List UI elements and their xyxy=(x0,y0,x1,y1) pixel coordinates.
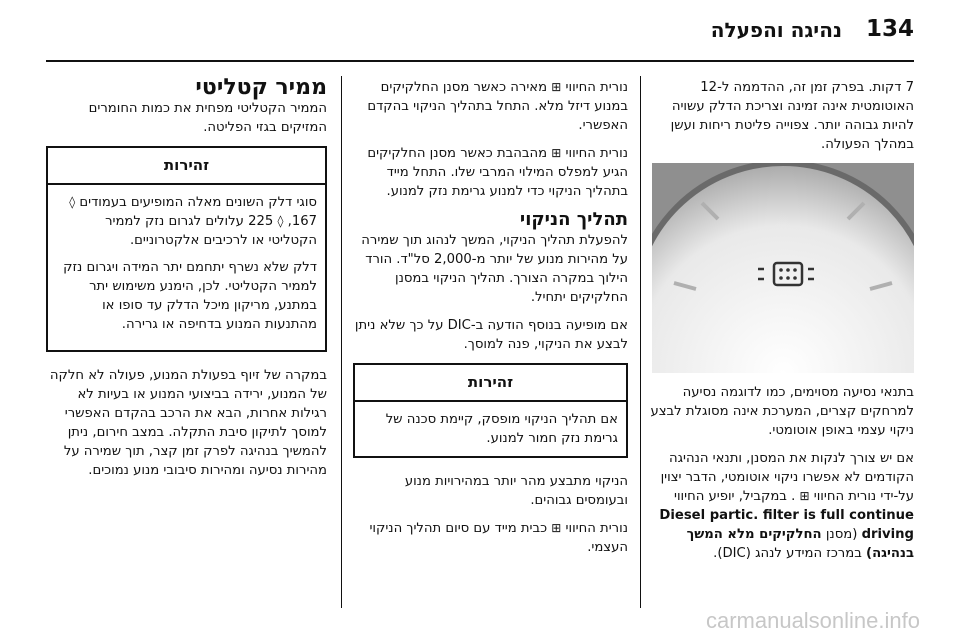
diesel-particle-filter-icon: ⊞ xyxy=(551,146,562,160)
page-reference-icon: ◊ xyxy=(277,214,284,228)
page-ref[interactable]: 167 xyxy=(291,214,317,229)
middle-column xyxy=(353,78,628,566)
paragraph: בתנאי נסיעה מסוימים, כמו לדוגמה נסיעה למרחקים קצרים, המערכת אינה מסוגלת לבצע ניקוי עצמי באופן אוטומטי. xyxy=(650,385,914,438)
left-column xyxy=(46,75,327,489)
page-reference-icon: ◊ xyxy=(69,195,76,209)
paragraph: אם יש צורך לנקות את המסנן, ותנאי הנהיגה הקודמים לא אפשרו ניקוי אוטומטי, הדבר יצוין על-ידי נורית החיווי ⊞ . במקביל, יופיע החיווי Diesel partic. filter is full continue driving (מסנן החלקיקים מלא המשך בנהיגה) במרכז המידע לנהג (DIC). xyxy=(659,451,914,561)
paragraph: 7 דקות. בפרק זמן זה, ההדממה ל-12 האוטומטית אינה זמינה וצריכת הדלק עשויה להיות גבוהה יותר. צפוייה פליטת ריחות ועשן במהלך הפעולה. xyxy=(670,80,914,152)
page-ref[interactable]: 225 xyxy=(248,214,274,229)
diesel-particle-filter-icon: ⊞ xyxy=(551,521,562,535)
warning-text: אם תהליך הניקוי מופסק, קיימת סכנה של גרימת נזק חמור למנוע. xyxy=(385,412,618,446)
paragraph: נורית החיווי ⊞ כבית מייד עם סיום תהליך הניקוי העצמי. xyxy=(369,521,628,555)
warning-box xyxy=(353,363,628,458)
warning-text: דלק שלא נשרף יתחמם יתר המידה ויגרום נזק לממיר הקטליטי. לכן, הימנע משימוש יתר במתנע, מריקון מיכל הדלק עד סופו או מהתנעות המנוע בדחיפה או גרירה. xyxy=(63,260,317,332)
paragraph: הניקוי מתבצע מהר יותר במהירויות מנוע ובעומסים גבוהים. xyxy=(404,474,628,508)
header-rule xyxy=(46,60,914,62)
diesel-particle-filter-icon: ⊞ xyxy=(799,489,810,503)
warning-title: זהירות xyxy=(355,365,626,402)
column-divider-left xyxy=(341,76,342,608)
right-column xyxy=(646,78,914,572)
page-number: 134 xyxy=(865,16,914,42)
column-divider-right xyxy=(640,76,641,608)
warning-title: זהירות xyxy=(48,148,325,185)
paragraph: הממיר הקטליטי מפחית את כמות החומרים המזיקים בגזי הפליטה. xyxy=(88,101,327,135)
section-heading: תהליך הניקוי xyxy=(519,209,628,230)
paragraph: להפעלת תהליך הניקוי, המשך לנהוג תוך שמירה על מהירות מנוע של יותר מ-2,000 סל"ד. הורד הילוך במקרה הצורך. תהליך הניקוי במסנן החלקיקים יתחיל. xyxy=(361,233,628,305)
paragraph: אם מופיעה בנוסף הודעה ב-DIC על כך שלא ניתן לבצע את הניקוי, פנה למוסך. xyxy=(354,318,628,352)
paragraph: במקרה של זיוף בפעולת המנוע, פעולה לא חלקה של המנוע, ירידה בביצועי המנוע או בעיות לא רגילות אחרות, הבא את הרכב בהקדם האפשרי למוסך לתיקון סיבת התקלה. במצב חירום, ניתן להמשיך בנהיגה לפרק זמן קצר, תוך שמירה על מהירות נסיעה ומהירות סיבובי מנוע נמוכים. xyxy=(49,368,327,478)
diesel-particle-filter-icon: ⊞ xyxy=(551,80,562,94)
warning-box xyxy=(46,146,327,352)
section-heading: ממיר קטליטי xyxy=(195,75,327,100)
watermark: carmanualsonline.info xyxy=(705,608,920,633)
dashboard-gauge-illustration xyxy=(652,163,914,373)
paragraph: נורית החיווי ⊞ מהבהבת כאשר מסנן החלקיקים הגיע למפלס המילוי המרבי שלו. התחל מייד בתהליך הניקוי כדי למנוע גרימת נזק למנוע. xyxy=(367,146,628,199)
paragraph: נורית החיווי ⊞ מאירה כאשר מסנן החלקיקים במנוע דיזל מלא. התחל בתהליך הניקוי בהקדם האפשרי. xyxy=(367,80,628,133)
warning-text: סוגי דלק השונים מאלה המופיעים בעמודים ◊ 167, ◊ 225 עלולים לגרום נזק לממיר הקטליטי או לרכיבים אלקטרוניים. xyxy=(69,195,317,248)
page-title: נהיגה והפעלה xyxy=(710,18,842,42)
